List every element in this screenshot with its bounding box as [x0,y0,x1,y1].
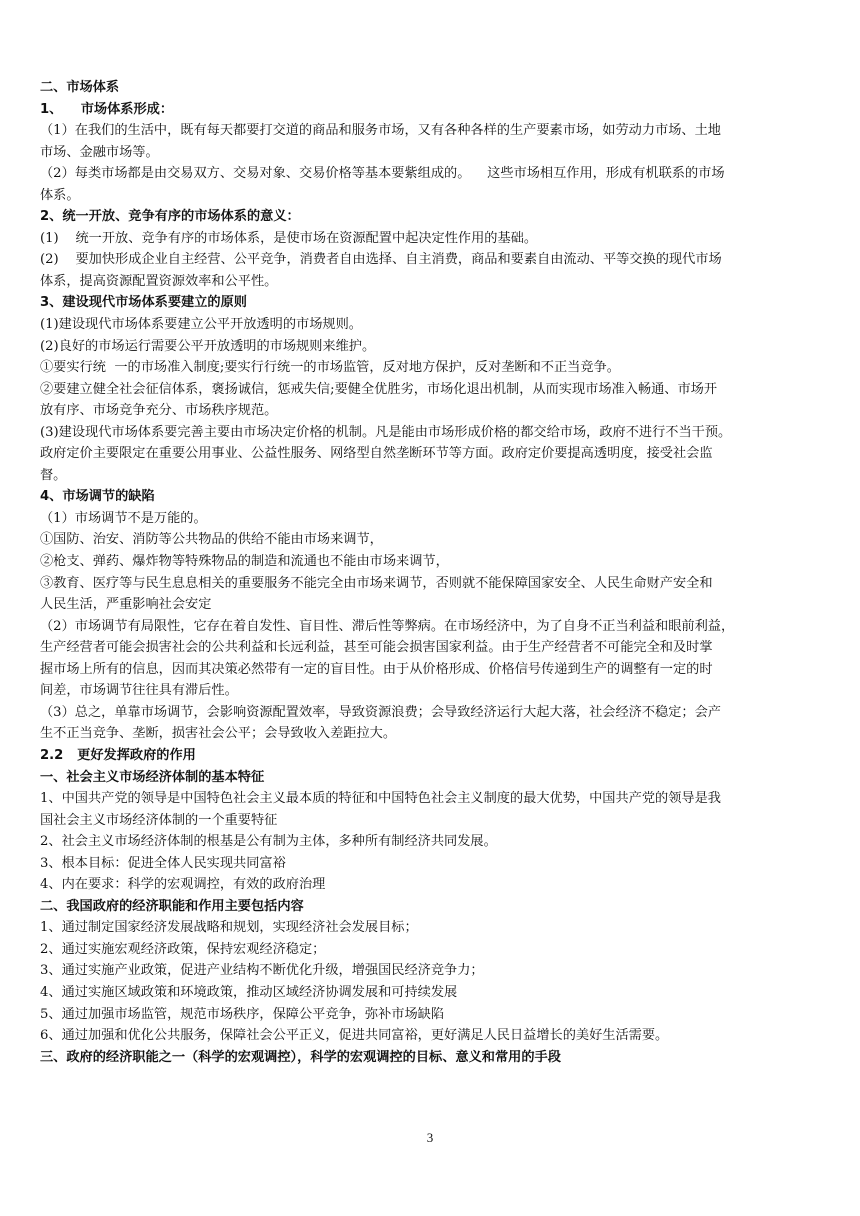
paragraph-line: （2）每类市场都是由交易双方、交易对象、交易价格等基本要紫组成的。 这些市场相互作用，形成有机联系的市场 [40,166,725,182]
section-heading: 一、社会主义市场经济体制的基本特征 [40,769,265,785]
paragraph-line: ①要实行统 一的市场准入制度;要实行行统一的市场监管，反对地方保护，反对垄断和不正当竞争。 [40,360,620,376]
paragraph-line: （2）市场调节有局限性，它存在着自发性、盲目性、滞后性等弊病。在市场经济中，为了自身不正当利益和眼前利益， [40,618,735,634]
section-heading: 二、市场体系 [40,80,120,95]
paragraph-line: (1)建设现代市场体系要建立公平开放透明的市场规则。 [40,317,362,333]
paragraph-line: （1）在我们的生活中，既有每天都要打交道的商品和服务市场，又有各种各样的生产要素市场，如劳动力市场、土地 [40,123,721,139]
paragraph-line: 1、中国共产党的领导是中国特色社会主义最本质的特征和中国特色社会主义制度的最大优势，中国共产党的领导是我 [40,791,721,807]
subsection-heading: 3、建设现代市场体系要建立的原则 [40,295,247,311]
paragraph-line: ②枪支、弹药、爆炸物等特殊物品的制造和流通也不能由市场来调节， [40,554,449,570]
subsection-heading: 1、 市场体系形成： [40,101,174,117]
paragraph-line: 4、内在要求：科学的宏观调控，有效的政府治理 [40,877,326,893]
section-heading: 2.2 更好发挥政府的作用 [40,747,196,763]
paragraph-line: 间差，市场调节往往具有滞后性。 [40,683,238,699]
paragraph-line: (1) 统一开放、竞争有序的市场体系，是使市场在资源配置中起决定性作用的基础。 [40,230,538,246]
paragraph-line: 国社会主义市场经济体制的一个重要特征 [40,812,278,828]
paragraph-line: 2、社会主义市场经济体制的根基是公有制为主体，多种所有制经济共同发展。 [40,834,497,850]
paragraph-line: ①国防、治安、消防等公共物品的供给不能由市场来调节， [40,532,383,548]
paragraph-line: ②要建立健全社会征信体系，褒扬诚信，惩戒失信;要健全优胜劣，市场化退出机制，从而实现市场准入畅通、市场开 [40,381,718,397]
paragraph-line: 市场、金融市场等。 [40,144,159,160]
paragraph-line: （1）市场调节不是万能的。 [40,510,207,526]
paragraph-line: 生不正当竞争、垄断，损害社会公平；会导致收入差距拉大。 [40,726,397,742]
paragraph-line: 4、通过实施区域政策和环境政策，推动区域经济协调发展和可持续发展 [40,984,458,1000]
subsection-heading: 2、统一开放、竞争有序的市场体系的意义： [40,209,300,225]
section-heading: 二、我国政府的经济职能和作用主要包括内容 [40,898,304,914]
paragraph-line: 2、通过实施宏观经济政策，保持宏观经济稳定； [40,941,326,957]
paragraph-line: 握市场上所有的信息，因而其决策必然带有一定的盲目性。由于从价格形成、价格信号传递到生产的调整有一定的时 [40,661,713,677]
paragraph-line: 3、通过实施产业政策，促进产业结构不断优化升级，增强国民经济竞争力； [40,963,484,979]
paragraph-line: 6、通过加强和优化公共服务，保障社会公平正义，促进共同富裕，更好满足人民日益增长的美好生活需要。 [40,1028,669,1044]
paragraph-line: （3）总之，单靠市场调节，会影响资源配置效率，导致资源浪费；会导致经济运行大起大落，社会经济不稳定；会产 [40,704,721,720]
subsection-heading: 4、市场调节的缺陷 [40,489,155,505]
paragraph-line: 3、根本目标：促进全体人民实现共同富裕 [40,855,286,871]
paragraph-line: 人民生活，严重影响社会安定 [40,597,212,613]
paragraph-line: 体系。 [40,187,80,203]
paragraph-line: 督。 [40,467,67,483]
paragraph-line: 体系，提高资源配置资源效率和公平性。 [40,273,278,289]
paragraph-line: 生产经营者可能会损害社会的公共利益和长远利益，甚至可能会损害国家利益。由于生产经营者不可能完全和及时掌 [40,640,713,656]
paragraph-line: (3)建设现代市场体系要完善主要由市场决定价格的机制。凡是能由市场形成价格的都交给市场，政府不进行不当干预。 [40,424,732,440]
page-number: 3 [426,1130,434,1145]
paragraph-line: 5、通过加强市场监管，规范市场秩序，保障公平竞争，弥补市场缺陷 [40,1006,445,1022]
paragraph-line: (2) 要加快形成企业自主经营、公平竞争，消费者自由选择、自主消费，商品和要素自由流动、平等交换的现代市场 [40,252,722,268]
paragraph-line: 1、通过制定国家经济发展战略和规划，实现经济社会发展目标； [40,920,418,936]
paragraph-line: 政府定价主要限定在重要公用事业、公益性服务、网络型自然垄断环节等方面。政府定价要提高透明度，接受社会监 [40,446,713,462]
paragraph-line: ③教育、医疗等与民生息息相关的重要服务不能完全由市场来调节，否则就不能保障国家安全、人民生命财产安全和 [40,575,713,591]
paragraph-line: (2)良好的市场运行需要公平开放透明的市场规则来维护。 [40,338,376,354]
document-body [40,77,822,1068]
section-heading: 三、政府的经济职能之一（科学的宏观调控），科学的宏观调控的目标、意义和常用的手段 [40,1049,561,1065]
paragraph-line: 放有序、市场竞争充分、市场秩序规范。 [40,403,278,419]
